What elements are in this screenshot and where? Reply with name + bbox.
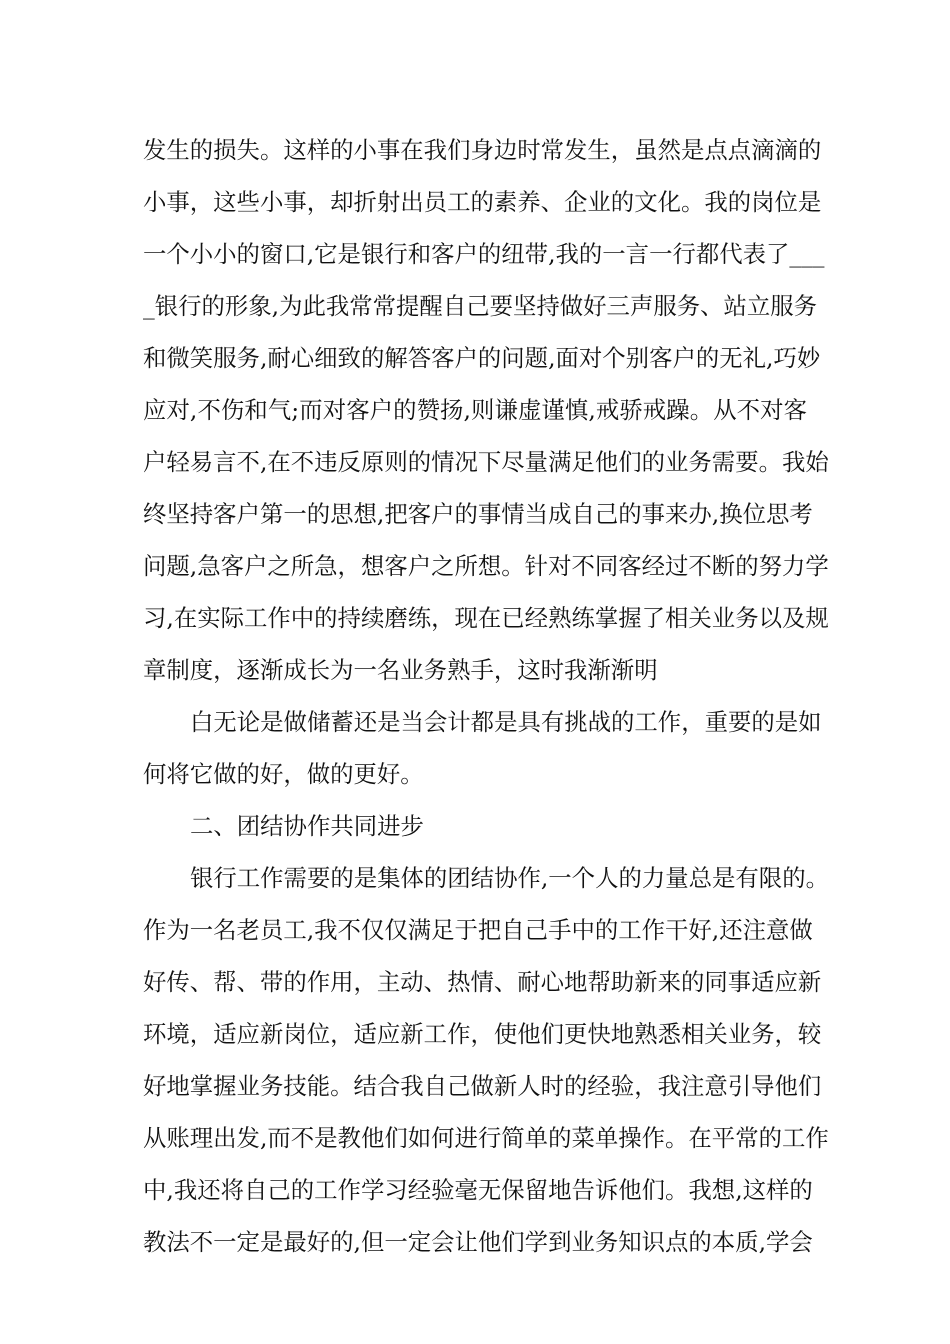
text-line: 作为一名老员工,我不仅仅满足于把自己手中的工作干好,还注意做 (143, 916, 813, 944)
text-line: 教法不一定是最好的,但一定会让他们学到业务知识点的本质,学会 (143, 1228, 813, 1256)
text-line: 何将它做的好，做的更好。 (143, 760, 424, 788)
text-line: 一个小小的窗口,它是银行和客户的纽带,我的一言一行都代表了___ (143, 240, 825, 268)
text-line: 问题,急客户之所急，想客户之所想。针对不同客经过不断的努力学 (143, 552, 829, 580)
text-line: 和微笑服务,耐心细致的解答客户的问题,面对个别客户的无礼,巧妙 (143, 344, 821, 372)
text-line: 小事，这些小事，却折射出员工的素养、企业的文化。我的岗位是 (143, 188, 822, 216)
text-line: 从账理出发,而不是教他们如何进行简单的菜单操作。在平常的工作 (143, 1124, 829, 1152)
text-line: 章制度，逐渐成长为一名业务熟手，这时我渐渐明 (143, 656, 658, 684)
text-line: 白无论是做储蓄还是当会计都是具有挑战的工作，重要的是如 (190, 708, 822, 736)
text-line: 银行工作需要的是集体的团结协作,一个人的力量总是有限的。 (190, 864, 829, 892)
text-line: 户轻易言不,在不违反原则的情况下尽量满足他们的业务需要。我始 (143, 448, 829, 476)
text-line: 应对,不伤和气;而对客户的赞扬,则谦虚谨慎,戒骄戒躁。从不对客 (143, 396, 807, 424)
text-line: 习,在实际工作中的持续磨练，现在已经熟练掌握了相关业务以及规 (143, 604, 829, 632)
text-line: 环境，适应新岗位，适应新工作，使他们更快地熟悉相关业务，较 (143, 1020, 822, 1048)
text-line: 终坚持客户第一的思想,把客户的事情当成自己的事来办,换位思考 (143, 500, 813, 528)
text-line: 发生的损失。这样的小事在我们身边时常发生，虽然是点点滴滴的 (143, 136, 822, 164)
text-line: _银行的形象,为此我常常提醒自己要坚持做好三声服务、站立服务 (143, 292, 818, 320)
text-line: 好地掌握业务技能。结合我自己做新人时的经验，我注意引导他们 (143, 1072, 822, 1100)
text-line: 中,我还将自己的工作学习经验毫无保留地告诉他们。我想,这样的 (143, 1176, 813, 1204)
section-heading: 二、团结协作共同进步 (190, 812, 424, 840)
text-line: 好传、帮、带的作用，主动、热情、耐心地帮助新来的同事适应新 (143, 968, 822, 996)
